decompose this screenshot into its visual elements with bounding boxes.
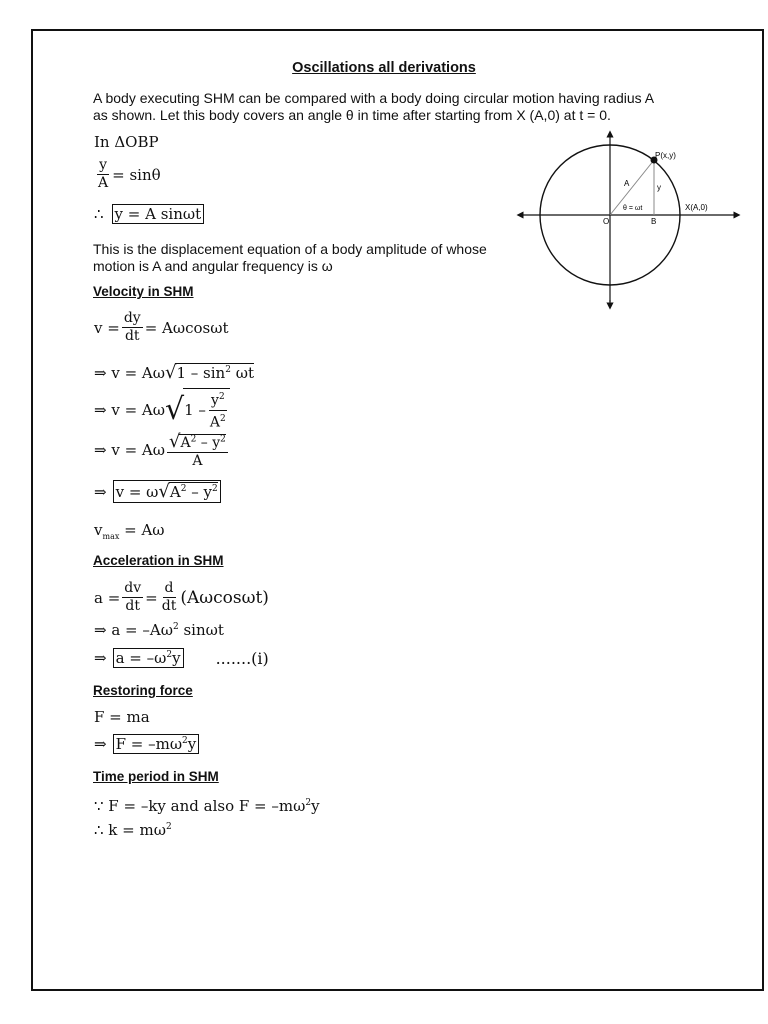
step3-sup-a: 2 [190,434,197,444]
step3-prefix: ⇒ v = Aω [94,441,165,460]
label-p: P(x,y) [655,151,676,160]
sqrt-icon: √ [168,430,181,452]
accel-step1-tail: sinωt [178,621,224,639]
displacement-text-1: This is the displacement equation of a body amplitude of whose [93,241,487,257]
acceleration-equation [94,580,269,615]
period-line-1 [94,797,320,815]
dy-numerator: dy [123,310,141,326]
velocity-rhs: = Aωcosωt [144,318,229,337]
dv-numerator: dv [124,580,142,596]
d-numerator: d [164,580,174,596]
label-o: O [603,217,610,226]
step2-den-sup: 2 [220,413,226,424]
step2-num: y [211,392,219,409]
step2-prefix: ⇒ v = Aω [94,400,165,419]
sqrt-icon: √ [164,392,185,428]
equation-displacement [94,204,204,224]
step4-lhs: v = ω [115,483,159,501]
step4-sup-a: 2 [180,484,187,494]
dt-denominator: dt [125,598,141,614]
intro-line-2: as shown. Let this body covers an angle θ in time after starting from X (A,0) at t = 0. [93,107,611,123]
vmax-sub: max [102,532,120,541]
force-step1-prefix: ⇒ [94,735,107,753]
intro-line-1: A body executing SHM can be compared with a body doing circular motion having radius A [93,90,655,106]
label-x: X(A,0) [685,203,708,212]
step1-sup: 2 [225,365,231,375]
equation-rhs: = sinθ [112,165,161,184]
velocity-step-4 [94,480,221,503]
fraction-numerator: y [99,157,108,173]
acceleration-step-1 [94,621,224,639]
accel-lhs: a = [94,588,121,607]
period-line2-text: ∴ k = mω [94,821,166,839]
accel-step1-text: ⇒ a = –Aω [94,621,173,639]
step1-prefix: ⇒ v = Aω [94,363,165,382]
sqrt-icon: √ [158,481,170,502]
accel-boxed-a: a = –ω [115,649,167,667]
period-line1-sup: 2 [305,798,312,808]
accel-rhs: (Aωcosωt) [180,587,269,608]
force-boxed-sup: 2 [182,736,188,746]
heading-restoring-force: Restoring force [93,683,193,698]
velocity-step-2 [94,388,230,431]
dt-denominator: dt [124,328,140,344]
equation-tag: .......(i) [215,648,269,668]
fraction-denominator: A [98,175,109,191]
equation-sin-theta [94,157,161,192]
period-line1-tail: y [311,797,320,815]
vmax-equation [94,521,165,541]
force-boxed-b: y [187,735,197,753]
step2-num-sup: 2 [218,392,225,402]
therefore-symbol: ∴ [94,205,104,223]
heading-time-period: Time period in SHM [93,769,219,784]
step4-prefix: ⇒ [94,482,107,501]
label-a: A [624,179,630,188]
force-boxed-a: F = –mω [115,735,183,753]
force-step-1 [94,734,199,754]
period-line-2 [94,821,172,839]
heading-velocity: Velocity in SHM [93,284,194,299]
heading-acceleration: Acceleration in SHM [93,553,224,568]
label-theta: θ = ωt [623,205,643,212]
velocity-lhs: v = [94,318,120,337]
boxed-displacement: y = A sinωt [112,204,205,224]
period-line1-text: ∵ F = –ky and also F = –mω [94,797,306,815]
step4-sup-b: 2 [211,484,218,494]
sqrt-icon: √ [164,362,177,383]
velocity-step-3 [94,431,230,470]
displacement-text-2: motion is A and angular frequency is ω [93,258,333,274]
accel-equals: = [145,588,158,607]
step1-tail: ωt [230,364,254,382]
step3-den: A [192,452,203,469]
vmax-v: v [94,521,103,539]
accel-step2-prefix: ⇒ [94,649,107,667]
step1-root: 1 – sin [176,364,226,382]
accel-step1-sup: 2 [172,622,179,632]
accel-boxed-b: y [172,649,181,667]
velocity-equation [94,310,228,345]
step4-a: A [169,483,181,501]
step2-den: A [209,414,221,431]
page-title: Oscillations all derivations [292,60,476,76]
acceleration-step-2 [94,648,269,668]
accel-boxed-sup: 2 [166,650,173,660]
triangle-label: In ΔOBP [94,133,159,151]
step3-sup-b: 2 [220,434,226,444]
force-equation: F = ma [94,708,150,726]
label-y: y [657,183,661,192]
step3-mid: – y [196,434,221,451]
period-line2-sup: 2 [165,822,172,832]
velocity-step-1 [94,362,254,383]
step4-mid: – y [186,483,212,501]
circle-diagram [515,130,745,310]
vmax-rhs: = Aω [119,521,165,539]
label-b: B [651,217,657,226]
step2-one: 1 – [184,401,206,420]
step3-a: A [180,434,191,451]
dt-denominator-2: dt [161,598,177,614]
